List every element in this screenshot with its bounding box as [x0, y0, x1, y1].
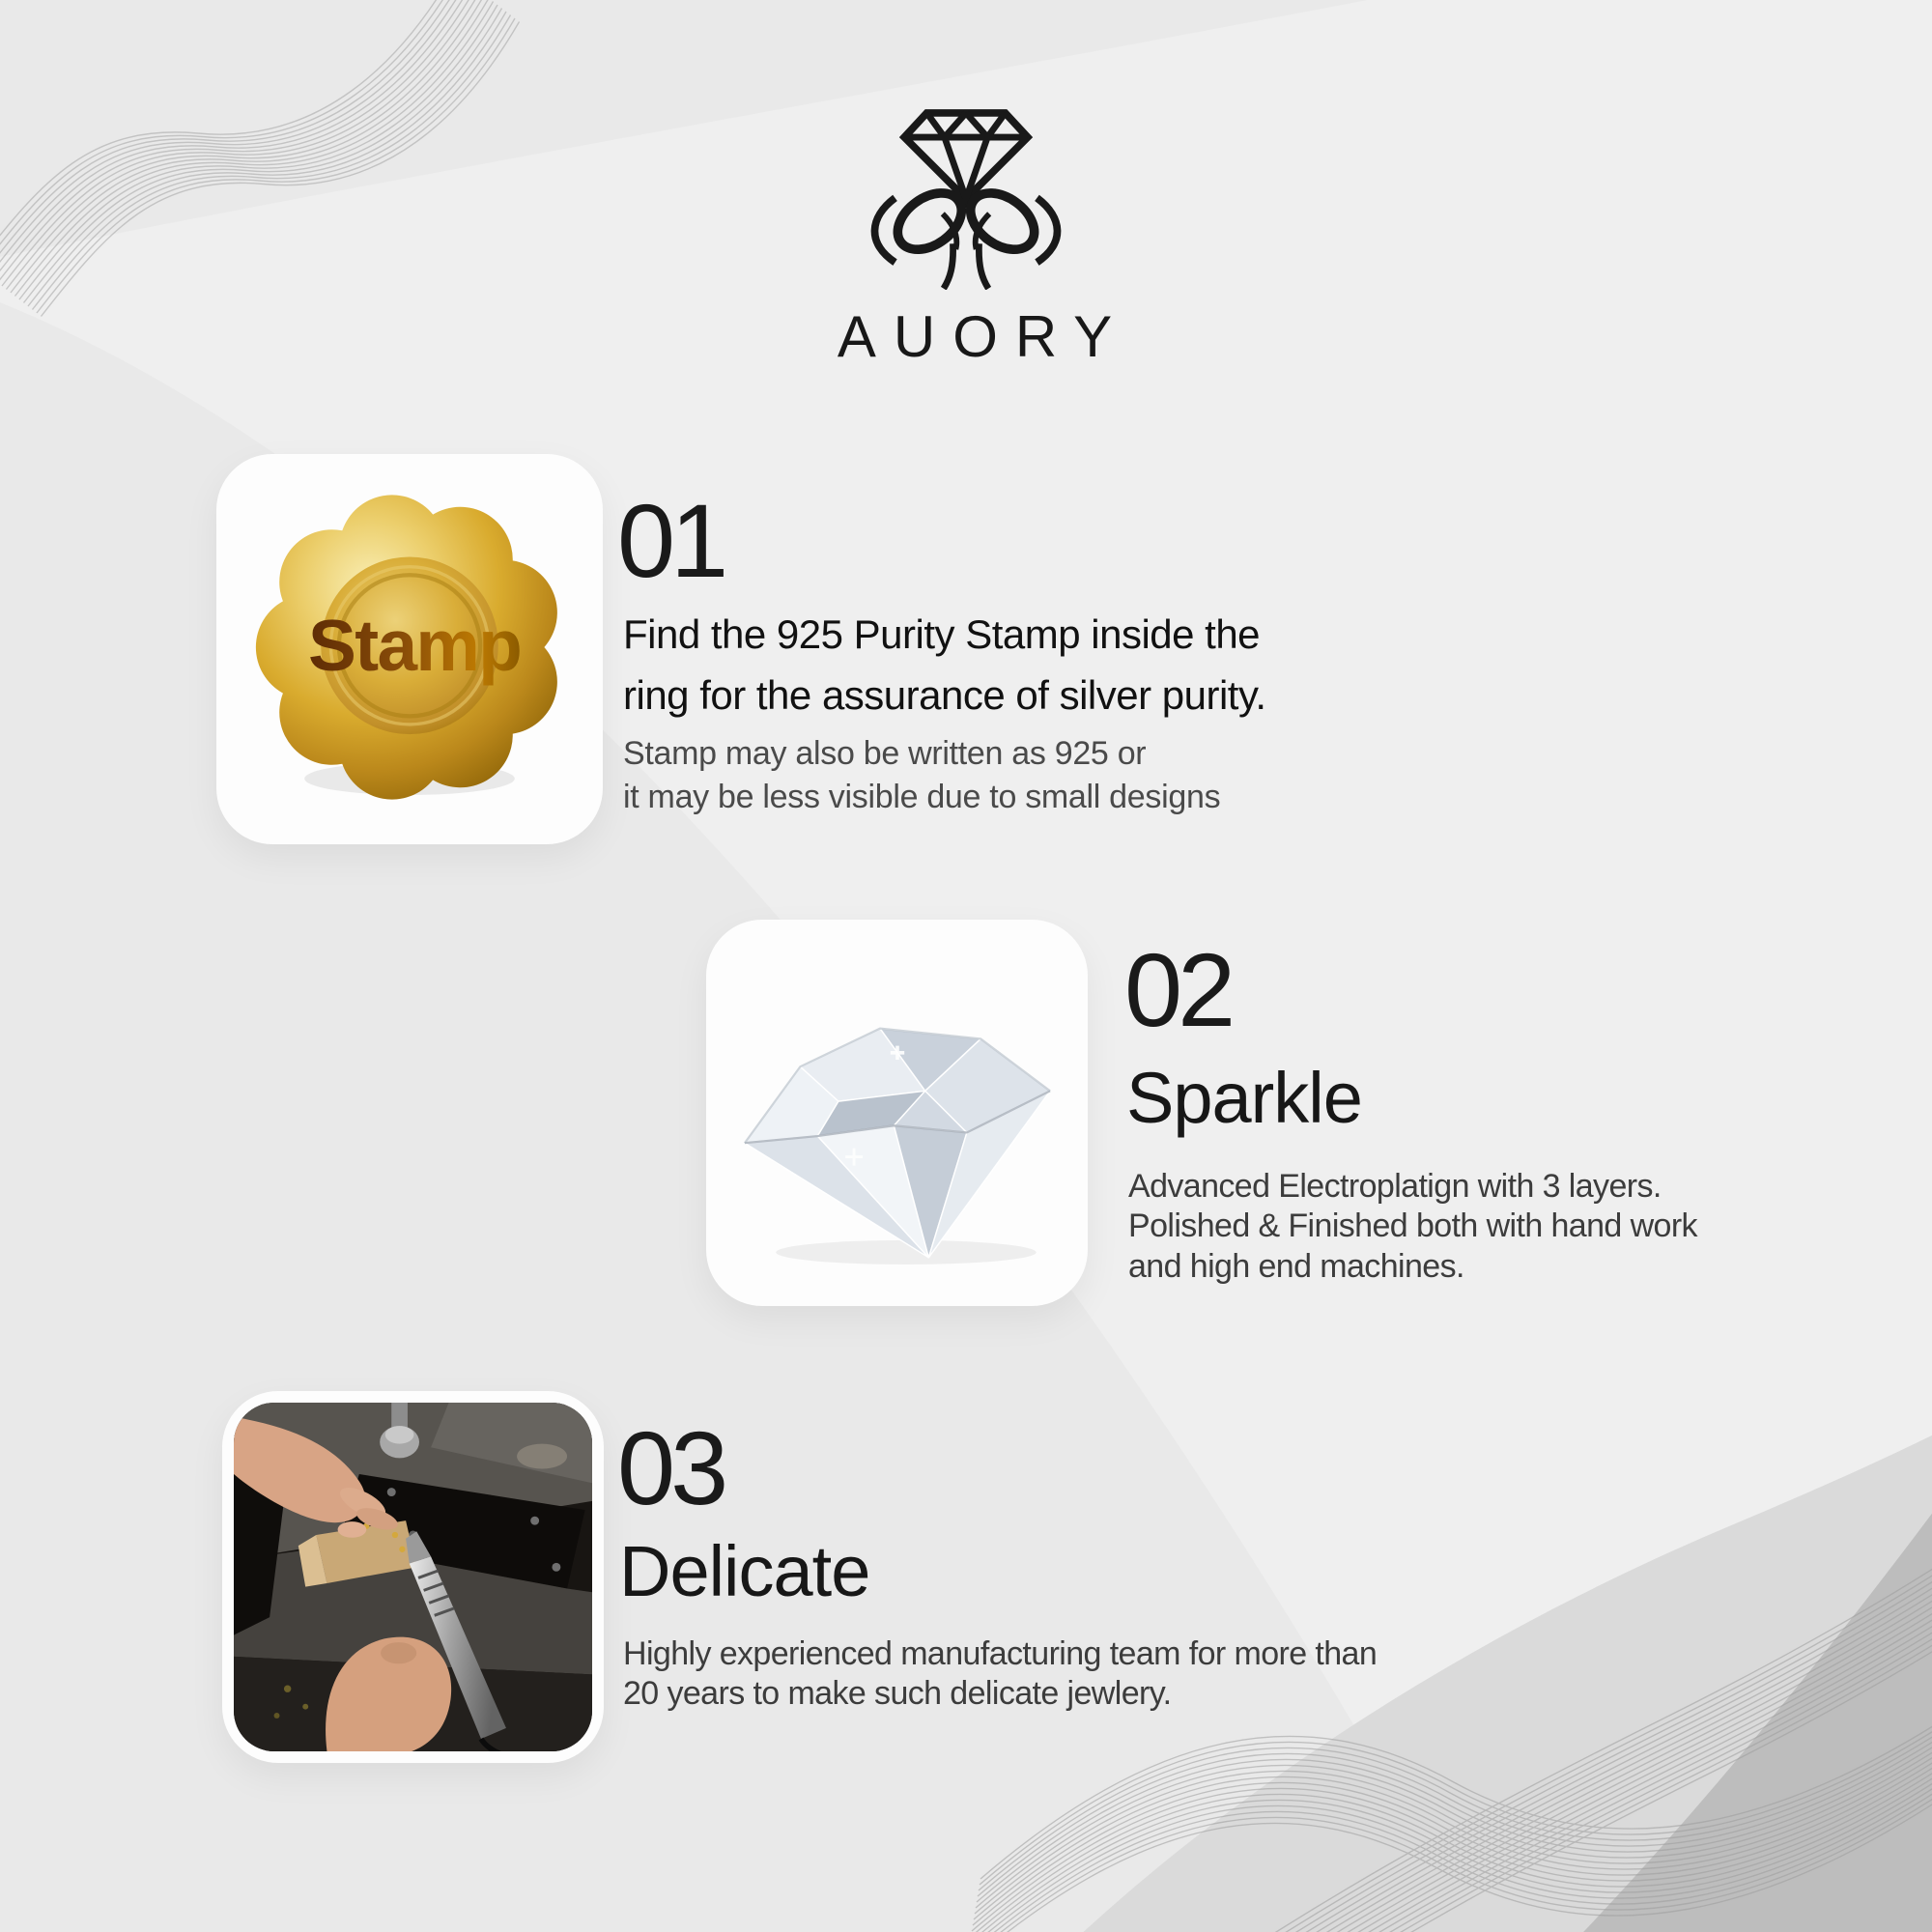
step3-body: [623, 1634, 1377, 1715]
step2-body-line1: Advanced Electroplatign with 3 layers.: [1128, 1168, 1662, 1205]
step3-body-line2: 20 years to make such delicate jewlery.: [623, 1675, 1172, 1713]
step3-number: 03: [617, 1409, 724, 1526]
step2-body: [1128, 1167, 1697, 1287]
step1-title-line1: Find the 925 Purity Stamp inside the: [623, 611, 1261, 657]
step3-image-card: [222, 1391, 604, 1763]
step1-title-line2: ring for the assurance of silver purity.: [623, 672, 1266, 718]
step1-note-line2: it may be less visible due to small designs: [623, 778, 1221, 815]
step1-note-line1: Stamp may also be written as 925 or: [623, 735, 1147, 772]
step1-title: [623, 604, 1266, 725]
step1-number: 01: [617, 482, 724, 599]
step3-heading: Delicate: [619, 1531, 870, 1611]
step2-body-line3: and high end machines.: [1128, 1247, 1464, 1285]
diamond-flourish-logo-icon: [854, 100, 1078, 290]
step2-body-line2: Polished & Finished both with hand work: [1128, 1208, 1697, 1245]
brand-name: AUORY: [837, 304, 1130, 369]
step2-image-card: [706, 920, 1088, 1306]
gold-wax-seal-image: [245, 483, 574, 811]
step2-number: 02: [1124, 931, 1232, 1048]
jeweler-hands-photo: [234, 1403, 592, 1751]
diamond-image: [724, 949, 1071, 1264]
wax-seal-stamp-text: Stamp: [308, 604, 522, 686]
step2-heading: Sparkle: [1126, 1058, 1362, 1138]
step3-body-line1: Highly experienced manufacturing team for more than: [623, 1635, 1378, 1672]
step1-image-card: [216, 454, 603, 844]
step1-note: [623, 732, 1220, 819]
